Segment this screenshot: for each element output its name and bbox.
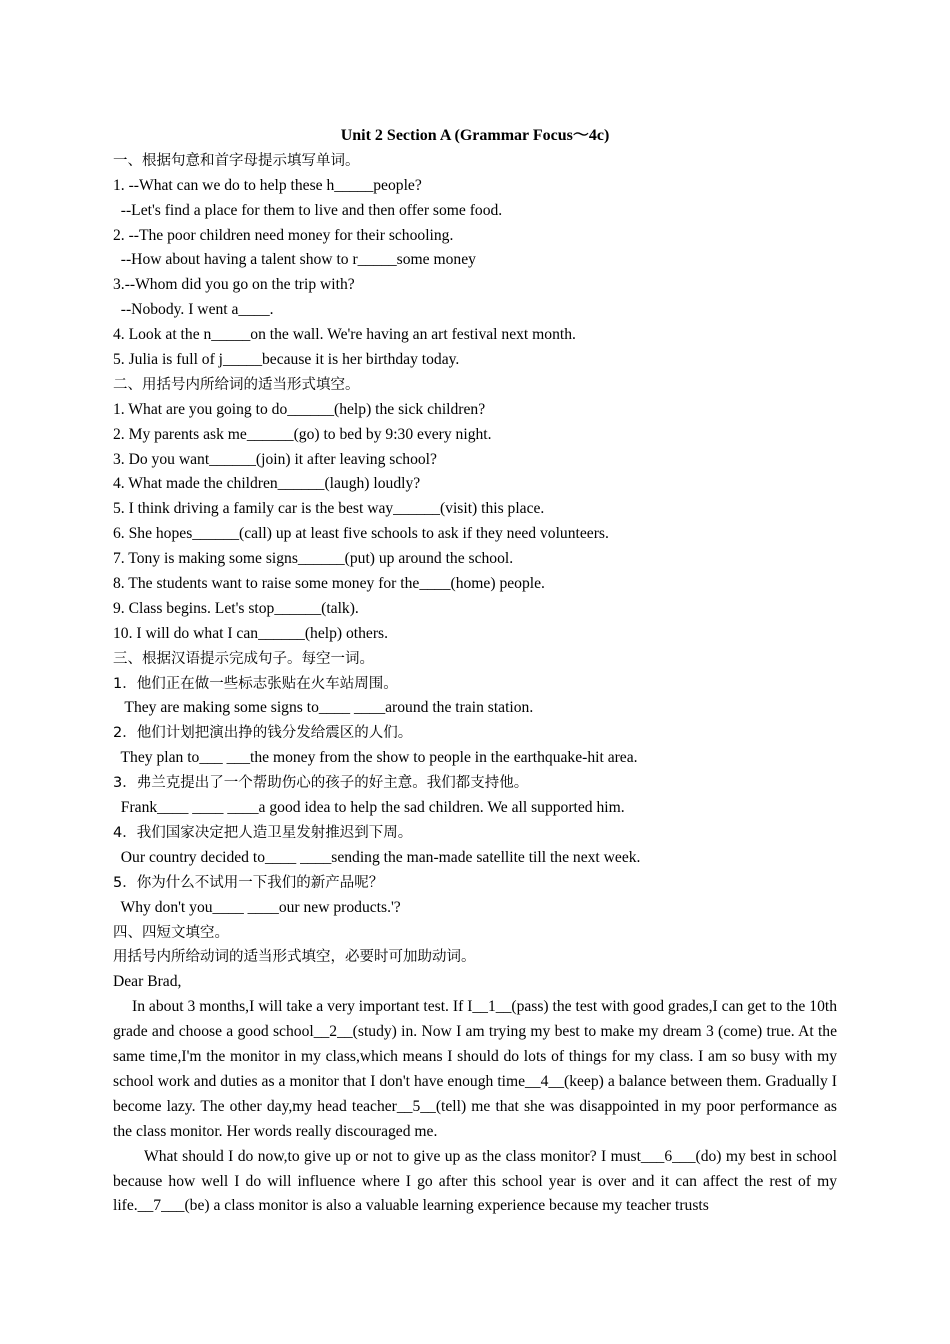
exercise-line: --Let's find a place for them to live and then offer some food. [113, 201, 503, 219]
exercise-line: Why don't you____ ____our new products.'? [113, 898, 401, 916]
section-heading-line: 3．弗兰克提出了一个帮助伤心的孩子的好主意。我们都支持他。 [113, 775, 529, 792]
section-heading-line: 二、用括号内所给词的适当形式填空。 [113, 376, 360, 393]
exercise-line: 3. Do you want______(join) it after leaving school? [113, 450, 437, 468]
exercise-line: They are making some signs to____ ____around the train station. [113, 699, 534, 717]
passage-paragraph-1: In about 3 months,I will take a very important test. If I__1__(pass) the test with good grades,I can get to the 10th grade and choose a good school__2__(study) in. Now I am trying my best to make my dream 3 (come) true. At the same time,I'm the monitor in my class,which means I should do lots of things for my class. I am so busy with my school work and duties as a monitor that I don't have enough time__4__(keep) a balance between them. Gradually I become lazy. The other day,my head teacher__5__(tell) me that she was disappointed in my poor performance as the class monitor. Her words really discouraged me. [113, 998, 837, 1140]
exercise-line: 5. I think driving a family car is the best way______(visit) this place. [113, 500, 545, 518]
exercise-line: 9. Class begins. Let's stop______(talk). [113, 599, 359, 617]
exercise-line: 6. She hopes______(call) up at least five schools to ask if they need volunteers. [113, 525, 609, 543]
exercise-line: --Nobody. I went a____. [113, 301, 274, 319]
section-heading-line: 5．你为什么不试用一下我们的新产品呢？ [113, 874, 384, 891]
exercise-line: Our country decided to____ ____sending the man-made satellite till the next week. [113, 848, 641, 866]
exercise-line: They plan to___ ___the money from the show to people in the earthquake-hit area. [113, 749, 638, 767]
section-heading-line: 一、根据句意和首字母提示填写单词。 [113, 152, 360, 169]
section-heading-line: 三、根据汉语提示完成句子。每空一词。 [113, 650, 374, 667]
exercise-line: 7. Tony is making some signs______(put) up around the school. [113, 550, 514, 568]
exercise-line: 2. --The poor children need money for their schooling. [113, 226, 454, 244]
worksheet-page [113, 124, 837, 1219]
exercise-line: 2. My parents ask me______(go) to bed by 9:30 every night. [113, 425, 492, 443]
section-heading-line: 2．他们计划把演出挣的钱分发给震区的人们。 [113, 725, 413, 742]
exercise-line: 1. What are you going to do______(help) the sick children? [113, 400, 486, 418]
exercise-line: 4. What made the children______(laugh) loudly? [113, 475, 421, 493]
exercise-line: 3.--Whom did you go on the trip with? [113, 276, 355, 294]
exercise-line: Frank____ ____ ____a good idea to help the sad children. We all supported him. [113, 799, 625, 817]
exercise-line: --How about having a talent show to r_____some money [113, 251, 476, 269]
section-heading-line: 1．他们正在做一些标志张贴在火车站周围。 [113, 675, 398, 692]
exercise-line: 8. The students want to raise some money for the____(home) people. [113, 575, 545, 593]
exercise-line: 4. Look at the n_____on the wall. We're having an art festival next month. [113, 326, 576, 344]
exercise-line: 10. I will do what I can______(help) others. [113, 624, 388, 642]
exercise-lines [113, 149, 837, 995]
section-heading-line: 用括号内所给动词的适当形式填空，必要时可加助动词。 [113, 949, 476, 966]
worksheet-title: Unit 2 Section A (Grammar Focus～4c) [340, 127, 610, 144]
section-heading-line: 四、四短文填空。 [113, 924, 229, 941]
exercise-line: 5. Julia is full of j_____because it is her birthday today. [113, 351, 460, 369]
section-heading-line: 4．我们国家决定把人造卫星发射推迟到下周。 [113, 824, 413, 841]
passage-paragraph-2: What should I do now,to give up or not to give up as the class monitor? I must___6___(do) my best in school because how well I do will influence where I go after this school year is over and it can affect the rest of my life.__7___(be) a class monitor is also a valuable learning experience because my teacher trusts [113, 1147, 837, 1215]
exercise-line: 1. --What can we do to help these h_____people? [113, 176, 422, 194]
exercise-line: Dear Brad, [113, 973, 182, 991]
